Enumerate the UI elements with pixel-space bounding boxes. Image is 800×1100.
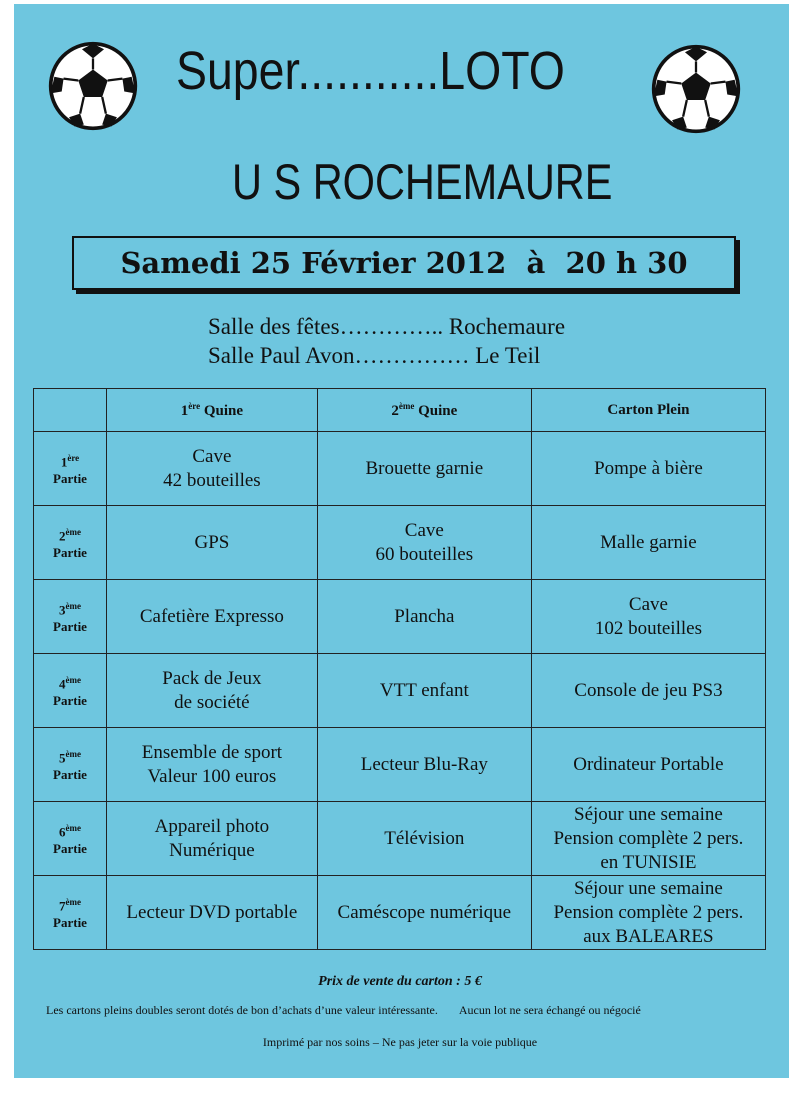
prize-line: Pack de Jeux bbox=[162, 667, 262, 689]
prize-line: Console de jeu PS3 bbox=[574, 679, 723, 701]
prize-cell bbox=[317, 506, 531, 580]
footer-note: Imprimé par nos soins – Ne pas jeter sur la voie publique bbox=[262, 1035, 538, 1049]
part-label: 7ème Partie bbox=[34, 876, 107, 950]
table-header-row bbox=[34, 389, 766, 432]
prize-line: Plancha bbox=[394, 605, 455, 627]
prize-cell bbox=[531, 728, 765, 802]
prize-line: 60 bouteilles bbox=[375, 543, 474, 565]
prize-line: Pompe à bière bbox=[594, 457, 703, 479]
prize-cell bbox=[317, 654, 531, 728]
venue-line: Salle des fêtes………….. Rochemaure bbox=[208, 314, 566, 339]
part-label: 4ème Partie bbox=[34, 654, 107, 728]
table-row bbox=[34, 506, 766, 580]
club-name: U S ROCHEMAURE bbox=[232, 154, 613, 210]
prize-cell bbox=[107, 432, 318, 506]
prize-cell bbox=[531, 432, 765, 506]
prize-line: Pension complète 2 pers. bbox=[553, 901, 744, 923]
prize-line: Ordinateur Portable bbox=[573, 753, 724, 775]
prize-cell bbox=[107, 876, 318, 950]
prize-line: GPS bbox=[194, 531, 230, 553]
prize-line: Lecteur DVD portable bbox=[126, 901, 298, 923]
card-price: Prix de vente du carton : 5 € bbox=[318, 974, 482, 989]
event-date: Samedi 25 Février 2012 à 20 h 30 bbox=[120, 246, 688, 280]
soccer-ball-icon bbox=[650, 43, 742, 135]
prize-line: Lecteur Blu-Ray bbox=[360, 753, 488, 775]
prize-line: 102 bouteilles bbox=[594, 617, 702, 639]
column-header: 1ère Quine bbox=[107, 389, 318, 432]
prize-line: Malle garnie bbox=[600, 531, 697, 553]
notes bbox=[46, 1003, 766, 1018]
table-row bbox=[34, 580, 766, 654]
prize-cell bbox=[531, 802, 765, 876]
part-label: 6ème Partie bbox=[34, 802, 107, 876]
prize-cell bbox=[107, 728, 318, 802]
prize-line: Numérique bbox=[169, 839, 255, 861]
prize-line: Caméscope numérique bbox=[337, 901, 512, 923]
part-label: 1ère Partie bbox=[34, 432, 107, 506]
part-label: 3ème Partie bbox=[34, 580, 107, 654]
column-header: 2ème Quine bbox=[317, 389, 531, 432]
prize-cell bbox=[317, 802, 531, 876]
soccer-ball-icon bbox=[47, 40, 139, 132]
prize-line: aux BALEARES bbox=[583, 925, 714, 947]
prize-line: Pension complète 2 pers. bbox=[553, 827, 744, 849]
prize-line: Ensemble de sport bbox=[141, 741, 283, 763]
prize-cell bbox=[317, 580, 531, 654]
table-row bbox=[34, 432, 766, 506]
prize-line: Cafetière Expresso bbox=[139, 605, 284, 627]
part-label: 5ème Partie bbox=[34, 728, 107, 802]
prize-line: Appareil photo bbox=[154, 815, 270, 837]
prize-cell bbox=[531, 580, 765, 654]
prize-line: de société bbox=[174, 691, 250, 713]
prize-cell bbox=[317, 728, 531, 802]
prize-cell bbox=[317, 432, 531, 506]
prize-line: Cave bbox=[404, 519, 444, 541]
note-no-exchange: Aucun lot ne sera échangé ou négocié bbox=[458, 1003, 641, 1017]
prize-line: Télévision bbox=[384, 827, 465, 849]
prize-cell bbox=[531, 506, 765, 580]
venues bbox=[208, 312, 565, 370]
prize-table bbox=[33, 388, 766, 950]
prize-line: Séjour une semaine bbox=[574, 803, 723, 825]
corner-cell bbox=[34, 389, 107, 432]
column-header: Carton Plein bbox=[531, 389, 765, 432]
prize-cell bbox=[531, 876, 765, 950]
prize-cell bbox=[317, 876, 531, 950]
table-row bbox=[34, 802, 766, 876]
prize-cell bbox=[107, 654, 318, 728]
prize-cell bbox=[107, 506, 318, 580]
prize-line: en TUNISIE bbox=[600, 851, 697, 873]
prize-line: Valeur 100 euros bbox=[147, 765, 277, 787]
prize-cell bbox=[107, 580, 318, 654]
table-row bbox=[34, 728, 766, 802]
prize-line: Cave bbox=[192, 445, 232, 467]
table-row bbox=[34, 876, 766, 950]
prize-line: Brouette garnie bbox=[365, 457, 484, 479]
prize-line: VTT enfant bbox=[379, 679, 469, 701]
prize-cell bbox=[107, 802, 318, 876]
note-bonus: Les cartons pleins doubles seront dotés de bon d’achats d’une valeur intéressante. bbox=[46, 1003, 438, 1017]
event-date-box bbox=[72, 236, 736, 290]
venue-line: Salle Paul Avon…………… Le Teil bbox=[208, 343, 541, 368]
table-row bbox=[34, 654, 766, 728]
prize-cell bbox=[531, 654, 765, 728]
event-title: Super...........LOTO bbox=[176, 41, 565, 101]
prize-line: Séjour une semaine bbox=[574, 877, 723, 899]
prize-line: Cave bbox=[628, 593, 668, 615]
prize-line: 42 bouteilles bbox=[163, 469, 261, 491]
part-label: 2ème Partie bbox=[34, 506, 107, 580]
